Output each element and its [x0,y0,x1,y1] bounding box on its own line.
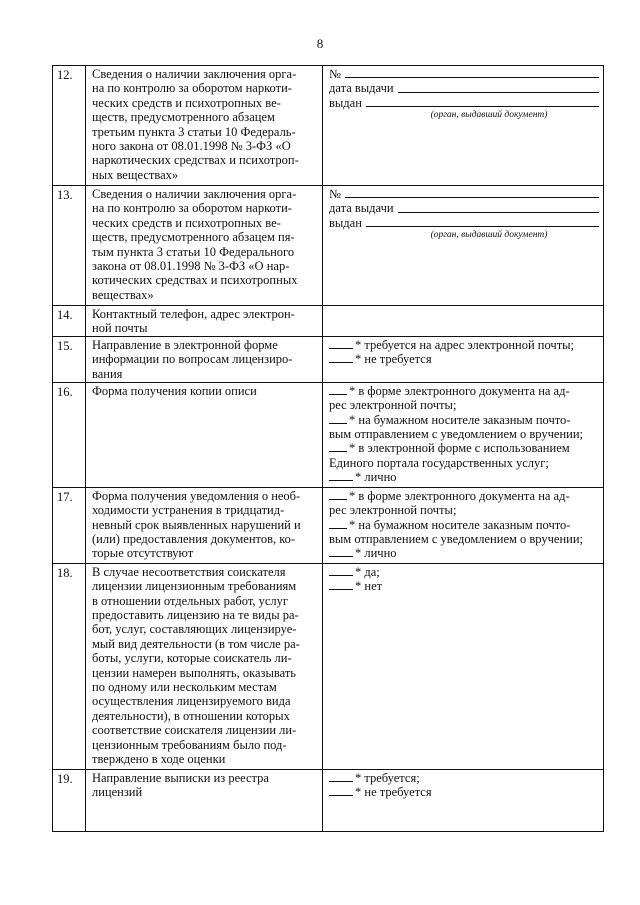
contact-answer-cell[interactable] [323,306,604,337]
row-answer [323,336,604,382]
option-line [329,338,599,352]
option-continuation: рес электронной почты; [329,503,457,518]
desc-line: котических средствах и психотропных [92,273,298,288]
number-underline[interactable] [345,196,599,198]
row-description [86,186,323,306]
desc-line: В случае несоответствия соискателя [92,564,286,579]
date-label: дата выдачи [329,81,394,96]
row-description [86,487,323,563]
row-number: 13. [53,186,86,306]
option-blank[interactable] [329,785,353,796]
desc-line: Направление выписки из реестра [92,770,269,785]
option-blank[interactable] [329,489,347,500]
desc-line: закона от 08.01.1998 № 3-ФЗ «О нар- [92,259,290,274]
number-field[interactable] [329,187,599,201]
table-row [53,563,604,769]
option-line [329,546,599,560]
desc-line: Сведения о наличии заключения орга- [92,187,297,201]
page-number: 8 [316,36,324,51]
desc-line: по одному или нескольким местам [92,680,277,695]
desc-line: цензии намерен выполнять, оказывать [92,665,296,680]
desc-line: невный срок выявленных нарушений и [92,517,301,532]
option-line [329,470,599,484]
issued-label: выдан [329,215,362,230]
option-label: * в форме электронного документа на ад- [349,488,570,503]
desc-line: боты, услуги, которые соискатель ли- [92,651,292,666]
row-number: 17. [53,487,86,563]
option-line [329,785,599,799]
option-blank[interactable] [329,470,353,481]
desc-line: тверждено в ходе оценки [92,752,226,767]
issued-field[interactable] [329,216,599,230]
number-label: № [329,187,341,201]
table-row [53,66,604,186]
option-continuation: вым отправлением с уведомлением о вручении; [329,532,584,547]
desc-line: торые отсутствуют [92,546,194,561]
option-blank[interactable] [329,338,353,349]
row-number: 18. [53,563,86,769]
desc-line: на по контролю за оборотом наркоти- [92,201,292,216]
row-description [86,769,323,831]
row-answer [323,382,604,487]
option-continuation: Единого портала государственных услуг; [329,455,549,470]
row-description [86,336,323,382]
row-number: 16. [53,382,86,487]
row-answer [323,186,604,306]
desc-line: Форма получения копии описи [92,383,257,398]
application-form-table [52,65,604,832]
table-row [53,186,604,306]
option-label: * на бумажном носителе заказным почто- [349,517,571,532]
desc-line: ных веществах» [92,167,179,182]
option-blank[interactable] [329,384,347,395]
option-blank[interactable] [329,518,347,529]
option-line [329,565,599,579]
desc-line: на по контролю за оборотом наркоти- [92,81,292,96]
desc-line: Направление в электронной форме [92,337,278,352]
row-number: 19. [53,769,86,831]
option-line [329,352,599,366]
desc-line: ходимости устранения в тридцатид- [92,503,285,518]
table-row [53,306,604,337]
desc-line: информации по вопросам лицензиро- [92,352,293,367]
row-number: 15. [53,336,86,382]
option-line [329,441,599,455]
desc-line: ного закона от 08.01.1998 № 3-ФЗ «О [92,139,291,154]
table-row [53,769,604,831]
option-continuation: рес электронной почты; [329,398,457,413]
issued-field[interactable] [329,96,599,110]
option-continuation: вым отправлением с уведомлением о вручении; [329,427,584,442]
desc-line: Контактный телефон, адрес электрон- [92,307,295,321]
desc-line: веществах» [92,287,154,302]
date-field[interactable] [329,81,599,95]
option-line [329,771,599,785]
desc-line: предоставить лицензию на те виды ра- [92,608,299,623]
table-row [53,336,604,382]
option-label: * лично [355,546,397,561]
option-label: * нет [355,579,383,594]
row-number: 14. [53,306,86,337]
option-line [329,384,599,398]
row-description [86,382,323,487]
issuer-caption: (орган, выдавший документ) [430,110,548,121]
table-row [53,487,604,563]
row-answer [323,563,604,769]
desc-line: ществ, предусмотренного абзацем пя- [92,230,295,245]
date-underline[interactable] [398,91,599,93]
issued-underline[interactable] [366,105,599,107]
row-description [86,306,323,337]
desc-line: наркотических средствах и психотроп- [92,153,299,168]
number-field[interactable] [329,67,599,81]
option-label: * лично [355,470,397,485]
desc-line: (или) предоставления документов, ко- [92,532,296,547]
desc-line: лицензий [92,785,143,800]
option-blank[interactable] [329,565,353,576]
desc-line: соответствие соискателя лицензии ли- [92,723,297,738]
issued-underline[interactable] [366,225,599,227]
option-blank[interactable] [329,352,353,363]
option-blank[interactable] [329,771,353,782]
number-label: № [329,67,341,81]
issued-label: выдан [329,95,362,110]
option-line [329,518,599,532]
option-line [329,413,599,427]
desc-line: ществ, предусмотренного абзацем [92,110,275,125]
option-blank[interactable] [329,413,347,424]
desc-line: деятельности), в отношении которых [92,708,290,723]
desc-line: тым пункта 3 статьи 10 Федерального [92,244,295,259]
option-label: * в форме электронного документа на ад- [349,383,570,398]
desc-line: третьим пункта 3 статьи 10 Федераль- [92,124,296,139]
desc-line: мый вид деятельности (в том числе ра- [92,636,300,651]
option-label: * не требуется [355,785,432,800]
number-underline[interactable] [345,76,599,78]
desc-line: цензионным требованиям было под- [92,737,287,752]
date-underline[interactable] [398,211,599,213]
desc-line: ной почты [92,321,148,336]
desc-line: ческих средств и психотропных ве- [92,95,281,110]
option-label: * на бумажном носителе заказным почто- [349,412,571,427]
desc-line: в отношении отдельных работ, услуг [92,593,289,608]
issuer-caption: (орган, выдавший документ) [430,230,548,241]
row-answer [323,66,604,186]
option-label: * не требуется [355,352,432,367]
date-label: дата выдачи [329,201,394,216]
option-line [329,489,599,503]
option-label: * требуется; [355,770,420,785]
option-label: * да; [355,564,380,579]
row-description [86,66,323,186]
option-blank[interactable] [329,546,353,557]
date-field[interactable] [329,201,599,215]
desc-line: вания [92,366,123,381]
option-blank[interactable] [329,579,353,590]
row-answer [323,487,604,563]
option-line [329,579,599,593]
option-label: * требуется на адрес электронной почты; [355,337,575,352]
desc-line: Сведения о наличии заключения орга- [92,67,297,81]
desc-line: лицензии лицензионным требованиям [92,579,297,594]
desc-line: осуществления лицензируемого вида [92,694,291,709]
row-number: 12. [53,66,86,186]
option-label: * в электронной форме с использованием [349,441,570,456]
desc-line: ческих средств и психотропных ве- [92,215,281,230]
table-row [53,382,604,487]
row-description [86,563,323,769]
option-blank[interactable] [329,441,347,452]
row-answer [323,769,604,831]
desc-line: бот, услуг, составляющих лицензируе- [92,622,297,637]
desc-line: Форма получения уведомления о необ- [92,488,301,503]
